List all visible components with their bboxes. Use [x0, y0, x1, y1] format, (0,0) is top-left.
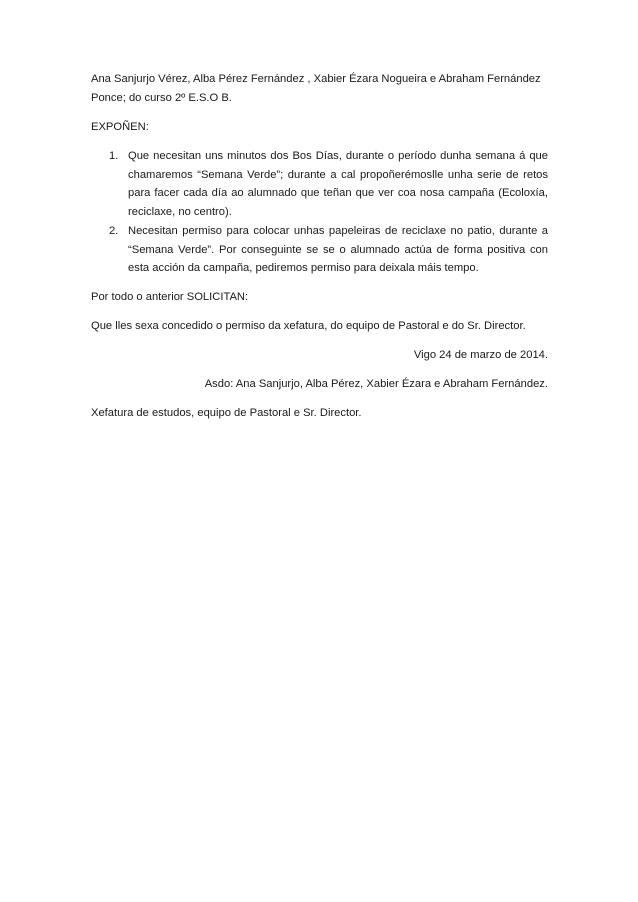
list-item-text: Necesitan permiso para colocar unhas papeleiras de reciclaxe no patio, durante a “Semana Verde”. Por conseguinte se se o alumnado actúa de forma positiva con esta acción da campaña, pediremos permiso para deixala máis tempo. [128, 224, 548, 275]
intro-paragraph: Ana Sanjurjo Vérez, Alba Pérez Fernández , Xabier Ézara Nogueira e Abraham Fernández Ponce; do curso 2º E.S.O B. [91, 73, 541, 104]
addressee-line: Xefatura de estudos, equipo de Pastoral e Sr. Director. [91, 406, 362, 419]
expose-heading: EXPOÑEN: [91, 121, 149, 133]
request-text: Que lles sexa concedido o permiso da xefatura, do equipo de Pastoral e do Sr. Director. [91, 319, 526, 332]
list-item [109, 222, 548, 278]
date-line: Vigo 24 de marzo de 2014. [413, 348, 548, 361]
list-item-text: Que necesitan uns minutos dos Bos Días, durante o período dunha semana á que chamaremos “Semana Verde”; durante a cal propoñerémoslle unha serie de retos para facer cada día ao alumnado que teñan que ver coa nosa campaña (Ecoloxía, reciclaxe, no centro). [128, 150, 548, 219]
signature-line: Asdo: Ana Sanjurjo, Alba Pérez, Xabier Ézara e Abraham Fernández. [204, 377, 548, 390]
list-item-number: 2. [109, 224, 119, 237]
expose-list [91, 147, 548, 278]
request-heading: Por todo o anterior SOLICITAN: [91, 290, 249, 303]
list-item-number: 1. [109, 150, 119, 162]
list-item [109, 147, 548, 222]
